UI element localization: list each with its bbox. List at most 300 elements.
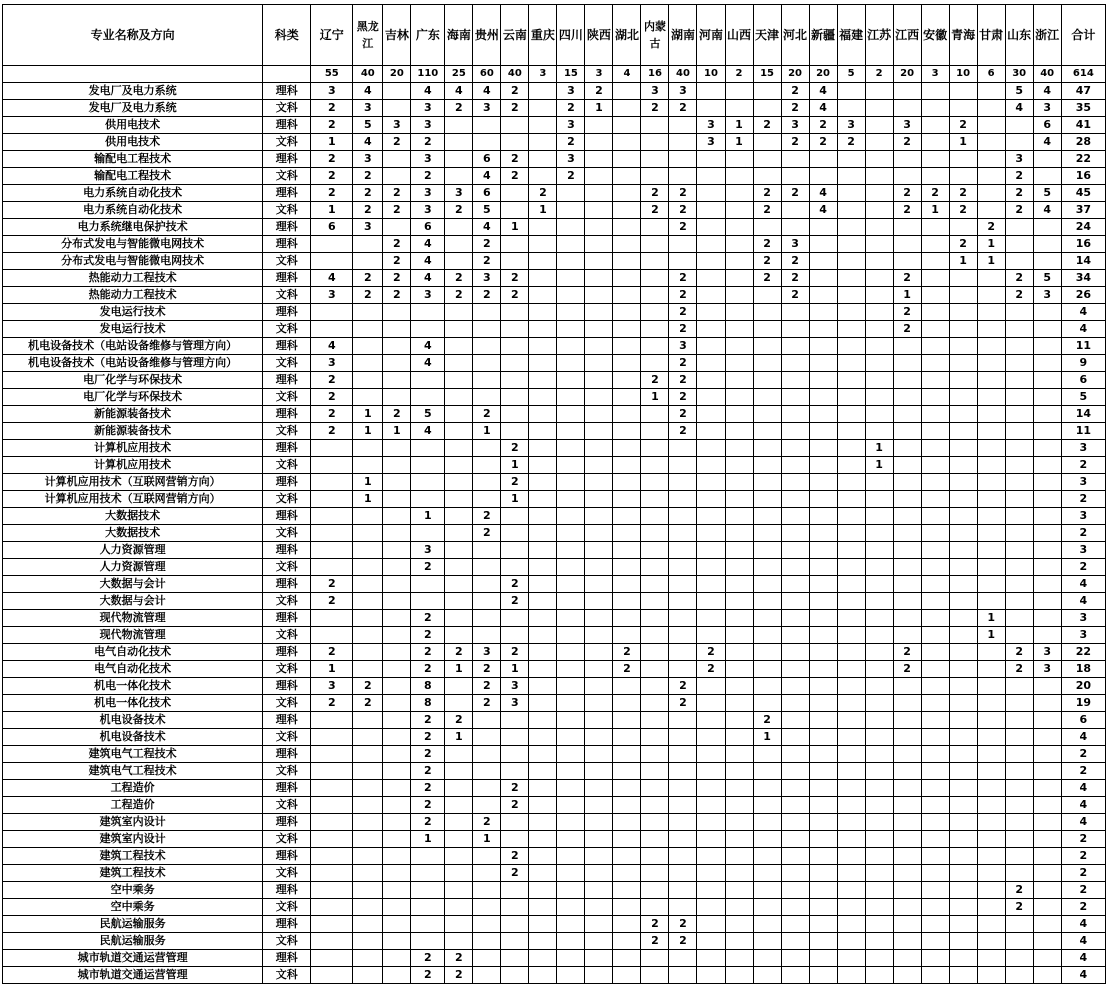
- quota-value-cell[interactable]: [865, 542, 893, 559]
- quota-value-cell[interactable]: [837, 695, 865, 712]
- quota-value-cell[interactable]: [1005, 967, 1033, 984]
- quota-value-cell[interactable]: 2: [501, 644, 529, 661]
- quota-value-cell[interactable]: [473, 950, 501, 967]
- quota-total-cell[interactable]: 614: [1061, 66, 1105, 83]
- subject-type-cell[interactable]: 理科: [263, 406, 311, 423]
- quota-value-cell[interactable]: [725, 219, 753, 236]
- quota-value-cell[interactable]: [921, 831, 949, 848]
- quota-value-cell[interactable]: [725, 780, 753, 797]
- quota-value-cell[interactable]: [1005, 933, 1033, 950]
- quota-value-cell[interactable]: 2: [411, 134, 445, 151]
- quota-value-cell[interactable]: [837, 372, 865, 389]
- quota-value-cell[interactable]: [1005, 814, 1033, 831]
- quota-value-cell[interactable]: [753, 168, 781, 185]
- quota-value-cell[interactable]: 2: [501, 168, 529, 185]
- quota-value-cell[interactable]: [383, 304, 411, 321]
- quota-value-cell[interactable]: 2: [893, 270, 921, 287]
- quota-value-cell[interactable]: [445, 508, 473, 525]
- quota-value-cell[interactable]: [383, 355, 411, 372]
- quota-value-cell[interactable]: [529, 304, 557, 321]
- quota-value-cell[interactable]: [529, 627, 557, 644]
- quota-value-cell[interactable]: [753, 406, 781, 423]
- quota-value-cell[interactable]: [411, 899, 445, 916]
- quota-value-cell[interactable]: [893, 763, 921, 780]
- quota-value-cell[interactable]: 2: [411, 168, 445, 185]
- quota-value-cell[interactable]: [311, 780, 353, 797]
- quota-value-cell[interactable]: [353, 763, 383, 780]
- quota-value-cell[interactable]: [311, 525, 353, 542]
- quota-value-cell[interactable]: [949, 712, 977, 729]
- quota-value-cell[interactable]: 3: [411, 287, 445, 304]
- quota-value-cell[interactable]: [837, 542, 865, 559]
- quota-value-cell[interactable]: [837, 559, 865, 576]
- quota-value-cell[interactable]: [473, 780, 501, 797]
- quota-value-cell[interactable]: 3: [411, 117, 445, 134]
- major-name-cell[interactable]: 电力系统自动化技术: [3, 185, 263, 202]
- quota-value-cell[interactable]: [529, 287, 557, 304]
- quota-value-cell[interactable]: [753, 389, 781, 406]
- quota-value-cell[interactable]: 2: [669, 100, 697, 117]
- quota-value-cell[interactable]: [383, 338, 411, 355]
- quota-value-cell[interactable]: [837, 406, 865, 423]
- quota-value-cell[interactable]: [669, 882, 697, 899]
- quota-value-cell[interactable]: [837, 780, 865, 797]
- quota-value-cell[interactable]: [809, 270, 837, 287]
- quota-value-cell[interactable]: [977, 355, 1005, 372]
- quota-value-cell[interactable]: [725, 253, 753, 270]
- quota-value-cell[interactable]: [641, 780, 669, 797]
- quota-value-cell[interactable]: [529, 321, 557, 338]
- quota-value-cell[interactable]: [977, 508, 1005, 525]
- quota-value-cell[interactable]: 2: [383, 134, 411, 151]
- quota-value-cell[interactable]: [353, 950, 383, 967]
- quota-value-cell[interactable]: 2: [383, 253, 411, 270]
- quota-value-cell[interactable]: 3: [473, 100, 501, 117]
- quota-value-cell[interactable]: [809, 933, 837, 950]
- quota-value-cell[interactable]: [613, 406, 641, 423]
- quota-value-cell[interactable]: 2: [529, 185, 557, 202]
- quota-value-cell[interactable]: [557, 440, 585, 457]
- header-province[interactable]: 云南: [501, 5, 529, 66]
- quota-value-cell[interactable]: [1033, 695, 1061, 712]
- subject-type-cell[interactable]: 文科: [263, 389, 311, 406]
- quota-value-cell[interactable]: 5: [1005, 83, 1033, 100]
- major-name-cell[interactable]: 发电厂及电力系统: [3, 100, 263, 117]
- major-name-cell[interactable]: 计算机应用技术: [3, 457, 263, 474]
- quota-value-cell[interactable]: [725, 287, 753, 304]
- quota-value-cell[interactable]: [893, 508, 921, 525]
- quota-value-cell[interactable]: [977, 950, 1005, 967]
- quota-value-cell[interactable]: 4: [1005, 100, 1033, 117]
- quota-value-cell[interactable]: [641, 423, 669, 440]
- header-province[interactable]: 重庆: [529, 5, 557, 66]
- quota-value-cell[interactable]: [1005, 508, 1033, 525]
- row-total-cell[interactable]: 41: [1061, 117, 1105, 134]
- quota-value-cell[interactable]: 1: [411, 508, 445, 525]
- quota-value-cell[interactable]: [1005, 117, 1033, 134]
- quota-value-cell[interactable]: [613, 916, 641, 933]
- quota-value-cell[interactable]: [809, 593, 837, 610]
- quota-value-cell[interactable]: [781, 457, 809, 474]
- quota-value-cell[interactable]: [1005, 474, 1033, 491]
- quota-value-cell[interactable]: [585, 491, 613, 508]
- quota-value-cell[interactable]: [473, 729, 501, 746]
- quota-value-cell[interactable]: [529, 406, 557, 423]
- quota-value-cell[interactable]: [383, 474, 411, 491]
- quota-value-cell[interactable]: [865, 967, 893, 984]
- quota-value-cell[interactable]: [977, 389, 1005, 406]
- quota-value-cell[interactable]: 2: [669, 423, 697, 440]
- quota-value-cell[interactable]: 1: [501, 661, 529, 678]
- quota-value-cell[interactable]: [613, 185, 641, 202]
- quota-value-cell[interactable]: [613, 882, 641, 899]
- quota-value-cell[interactable]: [977, 372, 1005, 389]
- quota-value-cell[interactable]: [781, 780, 809, 797]
- quota-value-cell[interactable]: [353, 338, 383, 355]
- quota-value-cell[interactable]: 2: [669, 304, 697, 321]
- quota-value-cell[interactable]: [557, 593, 585, 610]
- quota-value-cell[interactable]: 2: [501, 151, 529, 168]
- quota-value-cell[interactable]: [1005, 253, 1033, 270]
- subject-type-cell[interactable]: 文科: [263, 457, 311, 474]
- quota-value-cell[interactable]: [585, 610, 613, 627]
- quota-value-cell[interactable]: [809, 372, 837, 389]
- quota-value-cell[interactable]: [865, 933, 893, 950]
- quota-value-cell[interactable]: [865, 168, 893, 185]
- quota-value-cell[interactable]: [865, 355, 893, 372]
- quota-value-cell[interactable]: 2: [383, 406, 411, 423]
- quota-value-cell[interactable]: [383, 389, 411, 406]
- quota-value-cell[interactable]: [697, 270, 725, 287]
- quota-value-cell[interactable]: 2: [977, 219, 1005, 236]
- quota-value-cell[interactable]: [1033, 440, 1061, 457]
- quota-value-cell[interactable]: [669, 967, 697, 984]
- quota-value-cell[interactable]: [837, 508, 865, 525]
- quota-value-cell[interactable]: [669, 542, 697, 559]
- major-name-cell[interactable]: 建筑工程技术: [3, 865, 263, 882]
- quota-value-cell[interactable]: [411, 440, 445, 457]
- quota-value-cell[interactable]: [585, 151, 613, 168]
- quota-value-cell[interactable]: 6: [473, 151, 501, 168]
- quota-value-cell[interactable]: [837, 321, 865, 338]
- row-total-cell[interactable]: 14: [1061, 406, 1105, 423]
- header-province[interactable]: 湖北: [613, 5, 641, 66]
- quota-value-cell[interactable]: [353, 899, 383, 916]
- quota-value-cell[interactable]: [557, 763, 585, 780]
- quota-value-cell[interactable]: [445, 695, 473, 712]
- quota-value-cell[interactable]: [949, 814, 977, 831]
- subject-type-cell[interactable]: 文科: [263, 763, 311, 780]
- subject-type-cell[interactable]: 理科: [263, 372, 311, 389]
- quota-value-cell[interactable]: [893, 236, 921, 253]
- quota-value-cell[interactable]: [383, 899, 411, 916]
- quota-value-cell[interactable]: [725, 865, 753, 882]
- header-province[interactable]: 海南: [445, 5, 473, 66]
- quota-value-cell[interactable]: [725, 848, 753, 865]
- quota-value-cell[interactable]: [557, 678, 585, 695]
- major-name-cell[interactable]: 工程造价: [3, 797, 263, 814]
- quota-value-cell[interactable]: 2: [473, 525, 501, 542]
- quota-value-cell[interactable]: 2: [501, 576, 529, 593]
- header-province[interactable]: 山东: [1005, 5, 1033, 66]
- quota-value-cell[interactable]: 2: [383, 270, 411, 287]
- row-total-cell[interactable]: 3: [1061, 542, 1105, 559]
- quota-value-cell[interactable]: [697, 83, 725, 100]
- quota-value-cell[interactable]: [613, 457, 641, 474]
- quota-value-cell[interactable]: [613, 219, 641, 236]
- row-total-cell[interactable]: 14: [1061, 253, 1105, 270]
- quota-value-cell[interactable]: 2: [311, 423, 353, 440]
- subject-type-cell[interactable]: 文科: [263, 729, 311, 746]
- quota-value-cell[interactable]: 2: [893, 304, 921, 321]
- quota-value-cell[interactable]: [697, 746, 725, 763]
- quota-value-cell[interactable]: 1: [353, 423, 383, 440]
- quota-value-cell[interactable]: [753, 491, 781, 508]
- quota-value-cell[interactable]: [613, 508, 641, 525]
- quota-value-cell[interactable]: [383, 219, 411, 236]
- quota-value-cell[interactable]: [501, 338, 529, 355]
- quota-value-cell[interactable]: [949, 780, 977, 797]
- major-name-cell[interactable]: 新能源装备技术: [3, 423, 263, 440]
- quota-value-cell[interactable]: [809, 236, 837, 253]
- quota-value-cell[interactable]: [809, 491, 837, 508]
- quota-value-cell[interactable]: [613, 491, 641, 508]
- row-total-cell[interactable]: 4: [1061, 814, 1105, 831]
- quota-value-cell[interactable]: [445, 763, 473, 780]
- row-total-cell[interactable]: 19: [1061, 695, 1105, 712]
- quota-value-cell[interactable]: [893, 372, 921, 389]
- quota-value-cell[interactable]: [949, 831, 977, 848]
- quota-value-cell[interactable]: [1005, 542, 1033, 559]
- quota-value-cell[interactable]: [697, 474, 725, 491]
- quota-value-cell[interactable]: [669, 814, 697, 831]
- quota-value-cell[interactable]: [501, 542, 529, 559]
- quota-value-cell[interactable]: [669, 593, 697, 610]
- quota-value-cell[interactable]: [697, 559, 725, 576]
- quota-value-cell[interactable]: [781, 304, 809, 321]
- quota-value-cell[interactable]: [557, 661, 585, 678]
- quota-value-cell[interactable]: [837, 474, 865, 491]
- quota-value-cell[interactable]: [613, 627, 641, 644]
- quota-value-cell[interactable]: [529, 83, 557, 100]
- quota-value-cell[interactable]: [725, 882, 753, 899]
- quota-value-cell[interactable]: [529, 389, 557, 406]
- header-province[interactable]: 湖南: [669, 5, 697, 66]
- quota-value-cell[interactable]: [585, 372, 613, 389]
- quota-value-cell[interactable]: [557, 865, 585, 882]
- quota-value-cell[interactable]: [383, 559, 411, 576]
- quota-value-cell[interactable]: [311, 950, 353, 967]
- quota-value-cell[interactable]: [753, 899, 781, 916]
- subject-type-cell[interactable]: 文科: [263, 797, 311, 814]
- quota-value-cell[interactable]: [411, 525, 445, 542]
- quota-value-cell[interactable]: 3: [411, 151, 445, 168]
- quota-value-cell[interactable]: [977, 304, 1005, 321]
- quota-value-cell[interactable]: [383, 508, 411, 525]
- quota-value-cell[interactable]: [753, 763, 781, 780]
- quota-value-cell[interactable]: 2: [501, 100, 529, 117]
- quota-value-cell[interactable]: 2: [353, 202, 383, 219]
- quota-value-cell[interactable]: [725, 440, 753, 457]
- quota-value-cell[interactable]: [977, 440, 1005, 457]
- quota-value-cell[interactable]: [725, 661, 753, 678]
- quota-value-cell[interactable]: [949, 355, 977, 372]
- quota-value-cell[interactable]: 4: [353, 134, 383, 151]
- quota-value-cell[interactable]: [697, 848, 725, 865]
- quota-value-cell[interactable]: [977, 525, 1005, 542]
- quota-value-cell[interactable]: [921, 219, 949, 236]
- quota-value-cell[interactable]: [1005, 236, 1033, 253]
- quota-value-cell[interactable]: [865, 525, 893, 542]
- quota-value-cell[interactable]: 2: [753, 117, 781, 134]
- major-name-cell[interactable]: 大数据与会计: [3, 576, 263, 593]
- quota-value-cell[interactable]: [669, 236, 697, 253]
- subject-type-cell[interactable]: 理科: [263, 746, 311, 763]
- quota-value-cell[interactable]: [353, 440, 383, 457]
- quota-value-cell[interactable]: [585, 933, 613, 950]
- quota-value-cell[interactable]: [529, 899, 557, 916]
- quota-value-cell[interactable]: [865, 83, 893, 100]
- quota-value-cell[interactable]: [949, 729, 977, 746]
- quota-value-cell[interactable]: [585, 525, 613, 542]
- header-major-name[interactable]: 专业名称及方向: [3, 5, 263, 66]
- quota-value-cell[interactable]: [473, 355, 501, 372]
- quota-value-cell[interactable]: [1005, 916, 1033, 933]
- quota-value-cell[interactable]: [893, 355, 921, 372]
- quota-value-cell[interactable]: [669, 491, 697, 508]
- quota-value-cell[interactable]: 2: [473, 406, 501, 423]
- header-province[interactable]: 辽宁: [311, 5, 353, 66]
- quota-value-cell[interactable]: [1033, 559, 1061, 576]
- major-name-cell[interactable]: 建筑工程技术: [3, 848, 263, 865]
- quota-value-cell[interactable]: [809, 797, 837, 814]
- quota-value-cell[interactable]: [445, 933, 473, 950]
- quota-value-cell[interactable]: 4: [411, 253, 445, 270]
- quota-value-cell[interactable]: [641, 678, 669, 695]
- subject-type-cell[interactable]: 理科: [263, 440, 311, 457]
- quota-value-cell[interactable]: [977, 695, 1005, 712]
- quota-value-cell[interactable]: [529, 423, 557, 440]
- quota-value-cell[interactable]: [781, 695, 809, 712]
- quota-value-cell[interactable]: [921, 967, 949, 984]
- quota-value-cell[interactable]: [837, 746, 865, 763]
- quota-value-cell[interactable]: [697, 899, 725, 916]
- quota-value-cell[interactable]: [1033, 593, 1061, 610]
- quota-value-cell[interactable]: 2: [473, 661, 501, 678]
- quota-value-cell[interactable]: [585, 763, 613, 780]
- quota-value-cell[interactable]: [1005, 848, 1033, 865]
- quota-value-cell[interactable]: [1033, 712, 1061, 729]
- row-total-cell[interactable]: 2: [1061, 491, 1105, 508]
- quota-value-cell[interactable]: [473, 117, 501, 134]
- quota-value-cell[interactable]: [809, 746, 837, 763]
- quota-value-cell[interactable]: [585, 627, 613, 644]
- quota-value-cell[interactable]: [921, 882, 949, 899]
- header-province[interactable]: 福建: [837, 5, 865, 66]
- quota-value-cell[interactable]: 2: [353, 168, 383, 185]
- quota-value-cell[interactable]: [529, 219, 557, 236]
- quota-value-cell[interactable]: [613, 729, 641, 746]
- quota-value-cell[interactable]: [837, 729, 865, 746]
- quota-value-cell[interactable]: [445, 678, 473, 695]
- quota-value-cell[interactable]: 3: [445, 185, 473, 202]
- quota-value-cell[interactable]: 2: [781, 253, 809, 270]
- quota-value-cell[interactable]: [585, 797, 613, 814]
- quota-value-cell[interactable]: [613, 236, 641, 253]
- quota-value-cell[interactable]: [697, 678, 725, 695]
- quota-value-cell[interactable]: [921, 474, 949, 491]
- quota-value-cell[interactable]: [557, 831, 585, 848]
- quota-value-cell[interactable]: [529, 712, 557, 729]
- quota-value-cell[interactable]: [1033, 848, 1061, 865]
- quota-value-cell[interactable]: [753, 967, 781, 984]
- quota-value-cell[interactable]: [411, 882, 445, 899]
- quota-value-cell[interactable]: [585, 270, 613, 287]
- quota-value-cell[interactable]: [383, 644, 411, 661]
- quota-value-cell[interactable]: [697, 610, 725, 627]
- quota-value-cell[interactable]: [781, 882, 809, 899]
- quota-value-cell[interactable]: [1005, 950, 1033, 967]
- quota-value-cell[interactable]: [893, 729, 921, 746]
- quota-value-cell[interactable]: [473, 882, 501, 899]
- quota-value-cell[interactable]: 2: [669, 372, 697, 389]
- quota-value-cell[interactable]: [1005, 729, 1033, 746]
- quota-value-cell[interactable]: [725, 729, 753, 746]
- quota-value-cell[interactable]: [949, 576, 977, 593]
- quota-value-cell[interactable]: [893, 610, 921, 627]
- quota-value-cell[interactable]: 2: [753, 253, 781, 270]
- quota-value-cell[interactable]: [641, 236, 669, 253]
- quota-value-cell[interactable]: [893, 865, 921, 882]
- quota-value-cell[interactable]: 2: [809, 134, 837, 151]
- quota-value-cell[interactable]: 2: [753, 202, 781, 219]
- quota-value-cell[interactable]: [311, 610, 353, 627]
- quota-value-cell[interactable]: [865, 899, 893, 916]
- quota-value-cell[interactable]: 2: [445, 202, 473, 219]
- quota-value-cell[interactable]: [529, 644, 557, 661]
- quota-value-cell[interactable]: [809, 882, 837, 899]
- quota-value-cell[interactable]: [613, 168, 641, 185]
- quota-value-cell[interactable]: [837, 457, 865, 474]
- quota-value-cell[interactable]: 2: [781, 83, 809, 100]
- quota-value-cell[interactable]: [865, 134, 893, 151]
- quota-value-cell[interactable]: 1: [949, 253, 977, 270]
- quota-value-cell[interactable]: [353, 355, 383, 372]
- quota-value-cell[interactable]: [445, 899, 473, 916]
- row-total-cell[interactable]: 3: [1061, 474, 1105, 491]
- quota-value-cell[interactable]: [893, 83, 921, 100]
- quota-value-cell[interactable]: [641, 559, 669, 576]
- subject-type-cell[interactable]: 理科: [263, 814, 311, 831]
- quota-value-cell[interactable]: 2: [809, 117, 837, 134]
- quota-cell[interactable]: 40: [669, 66, 697, 83]
- quota-value-cell[interactable]: [837, 610, 865, 627]
- subject-type-cell[interactable]: 文科: [263, 933, 311, 950]
- quota-value-cell[interactable]: 4: [1033, 134, 1061, 151]
- quota-value-cell[interactable]: [977, 423, 1005, 440]
- quota-value-cell[interactable]: [529, 542, 557, 559]
- quota-value-cell[interactable]: [1005, 593, 1033, 610]
- subject-type-cell[interactable]: 文科: [263, 865, 311, 882]
- quota-value-cell[interactable]: [697, 219, 725, 236]
- quota-value-cell[interactable]: [529, 559, 557, 576]
- quota-value-cell[interactable]: 2: [311, 406, 353, 423]
- quota-value-cell[interactable]: [557, 882, 585, 899]
- quota-value-cell[interactable]: [837, 899, 865, 916]
- quota-value-cell[interactable]: [445, 406, 473, 423]
- quota-cell[interactable]: 16: [641, 66, 669, 83]
- quota-value-cell[interactable]: [921, 100, 949, 117]
